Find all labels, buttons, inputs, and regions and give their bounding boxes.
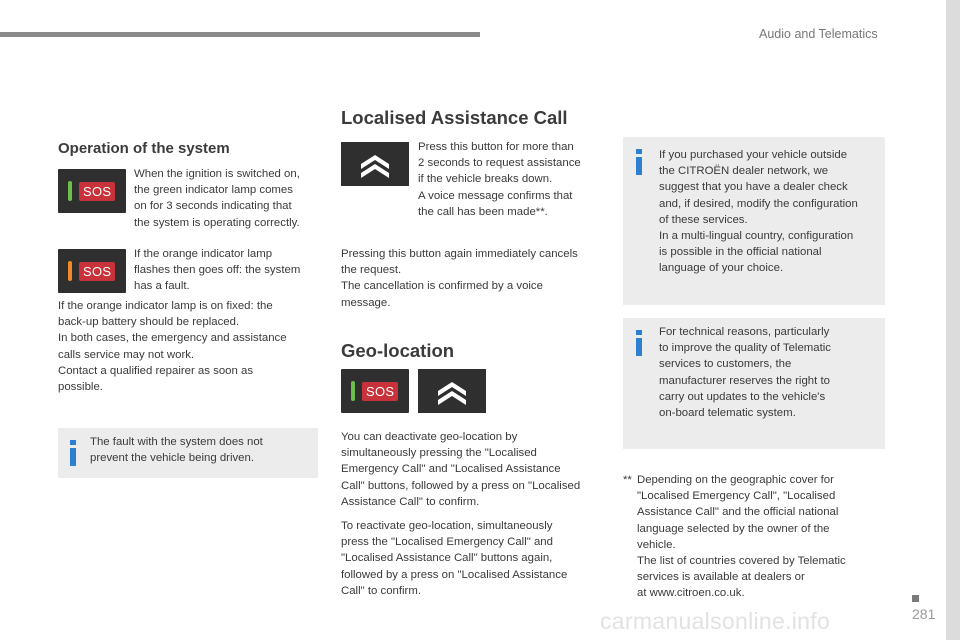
footnote-text: Depending on the geographic cover for "Localised Emergency Call", "Localised Assistance Call" and the official national language selected by the owner of the vehicle. The list of countries covered by Telematic services is available at dealers or at www.citroen.co.uk. xyxy=(637,474,846,600)
geo-deactivate-text: You can deactivate geo-location by simultaneously pressing the "Localised Emergency Call" and "Localised Assistance Call" buttons, followed by a press on "Localised Assistance Call" to confirm. xyxy=(341,431,581,508)
page-number: 281 xyxy=(912,606,936,622)
heading-localised-assistance: Localised Assistance Call xyxy=(341,107,568,128)
top-rule xyxy=(0,32,480,37)
side-strip xyxy=(946,0,960,640)
section-title: Audio and Telematics xyxy=(759,27,878,41)
info-fault-text: The fault with the system does not prevent the vehicle being driven. xyxy=(90,436,263,465)
heading-operation: Operation of the system xyxy=(58,140,230,157)
footnote-marker: ** xyxy=(623,474,632,486)
assistance-cancel-text: Pressing this button again immediately cancels the request. The cancellation is confirmed by a voice message. xyxy=(341,248,578,309)
citroen-chevron-icon xyxy=(341,142,409,186)
assistance-press-text: Press this button for more than 2 seconds to request assistance if the vehicle breaks down. A voice message confirms that the call has been made**. xyxy=(418,141,581,218)
orange-lamp-text: If the orange indicator lamp flashes then goes off: the system has a fault. xyxy=(134,248,301,293)
citroen-chevron-icon xyxy=(418,369,486,413)
green-indicator-lamp xyxy=(68,181,72,201)
info-box-fault xyxy=(58,428,318,478)
orange-indicator-lamp xyxy=(68,261,72,281)
end-marker xyxy=(912,595,919,602)
sos-label: SOS xyxy=(79,262,115,281)
watermark: carmanualsonline.info xyxy=(600,608,831,634)
geo-assistance-button xyxy=(418,369,486,413)
sos-label: SOS xyxy=(79,182,115,201)
info-technical-text: For technical reasons, particularly to improve the quality of Telematic services to customers, the manufacturer reserves the right to carry out updates to the vehicle's on-board telematic system. xyxy=(659,326,831,420)
sos-button-orange xyxy=(58,249,126,293)
info-dealer-text: If you purchased your vehicle outside the CITROËN dealer network, we suggest that you have a dealer check and, if desired, modify the configuration of these services. In a multi-lingual country, configuration is possible in the official national language of your choice. xyxy=(659,149,858,275)
green-lamp-text: When the ignition is switched on, the green indicator lamp comes on for 3 seconds indicating that the system is operating correctly. xyxy=(134,168,300,229)
green-indicator-lamp xyxy=(351,381,355,401)
geo-reactivate-text: To reactivate geo-location, simultaneously press the "Localised Emergency Call" and "Localised Assistance Call" buttons again, followed by a press on "Localised Assistance Call" to confirm. xyxy=(341,520,568,597)
info-icon xyxy=(70,440,76,466)
info-box-technical xyxy=(623,318,885,449)
sos-button-green xyxy=(58,169,126,213)
sos-label: SOS xyxy=(362,382,398,401)
assistance-button xyxy=(341,142,409,186)
info-box-dealer xyxy=(623,137,885,305)
fixed-lamp-text: If the orange indicator lamp is on fixed: the back-up battery should be replaced. In both cases, the emergency and assistance calls service may not work. Contact a qualified repairer as soon as possible. xyxy=(58,300,287,394)
info-icon xyxy=(636,149,642,175)
info-icon xyxy=(636,330,642,356)
geo-sos-button xyxy=(341,369,409,413)
heading-geo-location: Geo-location xyxy=(341,340,455,361)
